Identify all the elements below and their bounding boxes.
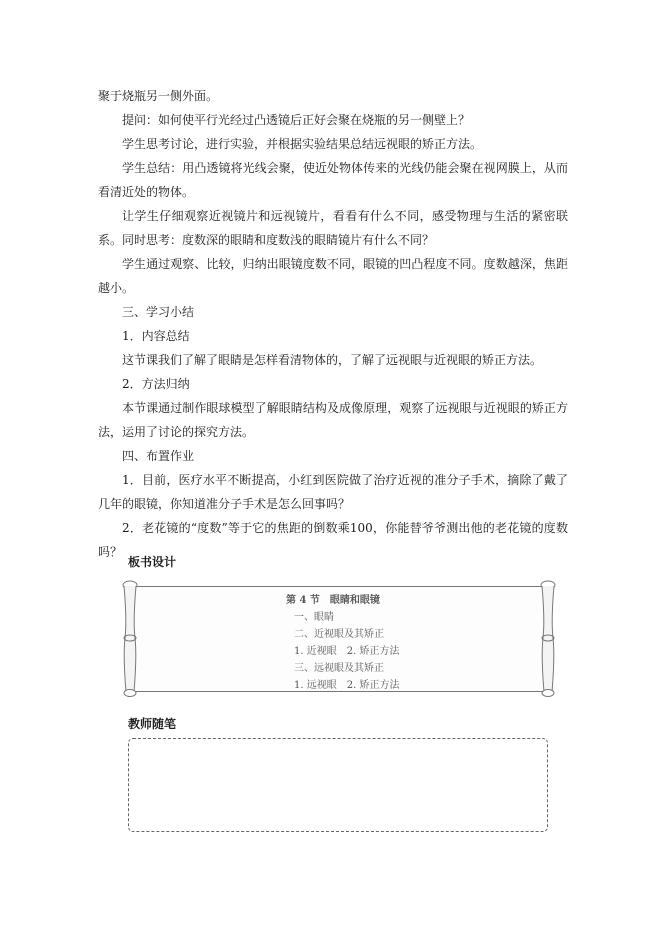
section-heading-homework: 四、布置作业 — [122, 449, 195, 463]
board-design-scroll — [118, 580, 562, 698]
teacher-notes-heading: 教师随笔 — [128, 717, 177, 731]
paragraph-8: 本节课通过制作眼球模型了解眼睛结构及成像原理，观察了远视眼与近视眼的矫正方法，运用了讨论的探究方法。 — [98, 401, 568, 439]
scroll-roll-left-icon — [122, 580, 138, 698]
board-lines — [286, 592, 506, 694]
board-line-4: 三、远视眼及其矫正 — [294, 663, 384, 674]
paragraph-7: 这节课我们了解了眼睛是怎样看清物体的，了解了远视眼与近视眼的矫正方法。 — [122, 353, 543, 367]
subheading-method: 2．方法归纳 — [122, 377, 190, 391]
paragraph-5: 让学生仔细观察近视镜片和远视镜片，看看有什么不同，感受物理与生活的紧密联系。同时思考：度数深的眼睛和度数浅的眼睛镜片有什么不同？ — [98, 209, 568, 247]
board-title: 第 4 节 眼睛和眼镜 — [286, 595, 380, 606]
teacher-notes-box[interactable] — [128, 738, 548, 832]
homework-item-2: 2．老花镜的“度数”等于它的焦距的倒数乘100，你能替爷爷测出他的老花镜的度数吗？ — [98, 521, 568, 559]
paragraph-2: 提问：如何使平行光经过凸透镜后正好会聚在烧瓶的另一侧壁上？ — [122, 113, 471, 127]
paragraph-4: 学生总结：用凸透镜将光线会聚，使近处物体传来的光线仍能会聚在视网膜上，从而看清近处的物体。 — [98, 161, 568, 199]
board-line-2: 二、近视眼及其矫正 — [294, 629, 384, 640]
paragraph-1: 聚于烧瓶另一侧外面。 — [98, 89, 219, 103]
paragraph-3: 学生思考讨论，进行实验，并根据实验结果总结远视眼的矫正方法。 — [122, 137, 483, 151]
board-line-3: 1. 近视眼 2. 矫正方法 — [294, 646, 400, 657]
subheading-content-summary: 1．内容总结 — [122, 329, 190, 343]
board-line-1: 一、眼睛 — [294, 612, 334, 623]
scroll-roll-right-icon — [540, 580, 556, 698]
paragraph-6: 学生通过观察、比较，归纳出眼镜度数不同，眼镜的凹凸程度不同。度数越深，焦距越小。 — [98, 257, 568, 295]
section-heading-summary: 三、学习小结 — [122, 305, 195, 319]
board-line-5: 1. 远视眼 2. 矫正方法 — [294, 680, 400, 691]
board-design-heading: 板书设计 — [128, 555, 177, 569]
homework-item-1: 1．目前，医疗水平不断提高，小红到医院做了治疗近视的准分子手术，摘除了戴了几年的眼镜，你知道准分子手术是怎么回事吗？ — [98, 473, 568, 511]
